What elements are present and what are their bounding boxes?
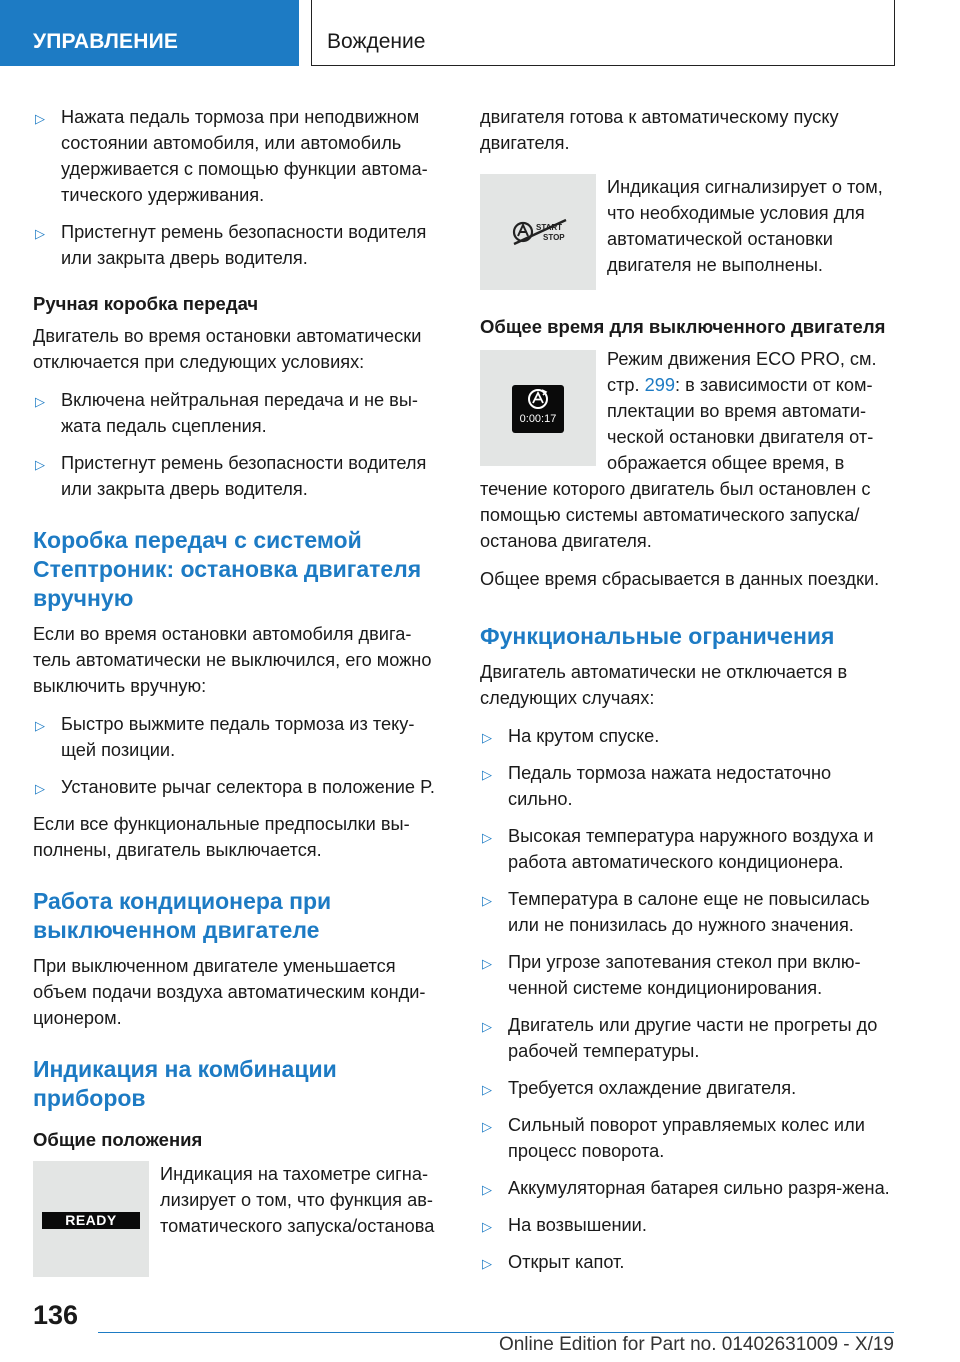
page-reference-link[interactable]: 299: [644, 375, 676, 395]
list-item: ▷ Температура в салоне еще не повысилась или не понизилась до нужного значения.: [482, 889, 870, 935]
ready-indicator-image: [33, 1161, 149, 1277]
triangle-bullet-icon: ▷: [482, 1082, 492, 1097]
header-divider: [311, 0, 312, 66]
timer-value: 0:00:17: [519, 413, 557, 425]
triangle-bullet-icon: ▷: [35, 111, 45, 126]
triangle-bullet-icon: ▷: [35, 226, 45, 241]
list-item: ▷ Требуется охлаждение двигателя.: [480, 1075, 896, 1101]
list-item: ▷ Пристегнут ремень безопасности водителя или закрыта дверь водителя.: [35, 453, 427, 499]
right-column: [480, 104, 896, 1286]
list-item: ▷ Открыт капот.: [480, 1249, 896, 1275]
section-title: Вождение: [327, 30, 426, 53]
auto-start-stop-icon: [512, 387, 564, 415]
autostop-figure: [480, 174, 896, 290]
triangle-bullet-icon: ▷: [482, 1256, 492, 1271]
left-column: [33, 104, 449, 1291]
manual-conditions-list: [33, 387, 449, 502]
autostop-description: Индикация сигнализирует о том, что необходимые условия для автоматической остановки двигателя не выполнены.: [607, 177, 883, 275]
total-time-heading: Общее время для выключенного двигателя: [480, 316, 886, 337]
triangle-bullet-icon: ▷: [482, 1219, 492, 1234]
triangle-bullet-icon: ▷: [35, 718, 45, 733]
timer-display: [512, 385, 564, 433]
stop-label: STOP: [543, 233, 565, 242]
steptronic-outro: Если все функциональные предпосылки вы-полнены, двигатель выключается.: [33, 814, 410, 860]
general-heading: Общие положения: [33, 1129, 203, 1150]
limits-list: [480, 723, 896, 1275]
list-item: ▷ Двигатель или другие части не прогреты до рабочей температуры.: [482, 1015, 878, 1061]
triangle-bullet-icon: ▷: [482, 956, 492, 971]
list-item: ▷ Сильный поворот управляемых колес или процесс поворота.: [482, 1115, 865, 1161]
list-item: ▷ Педаль тормоза нажата недостаточно сильно.: [482, 763, 832, 809]
triangle-bullet-icon: ▷: [35, 781, 45, 796]
limits-intro: Двигатель автоматически не отключается в следующих случаях:: [480, 662, 848, 708]
auto-start-stop-crossed-icon: [512, 217, 568, 247]
header-underline: [311, 65, 895, 66]
timer-indicator-image: [480, 350, 596, 466]
triangle-bullet-icon: ▷: [482, 830, 492, 845]
ac-text: При выключенном двигателе уменьшается объем подачи воздуха автоматическим конди-ционером.: [33, 956, 426, 1028]
list-item: ▷ На возвышении.: [480, 1212, 896, 1238]
list-item: ▷ Быстро выжмите педаль тормоза из теку-щей позиции.: [35, 714, 415, 760]
list-item: ▷ Высокая температура наружного воздуха и работа автоматического кондиционера.: [482, 826, 874, 872]
list-item: ▷ Нажата педаль тормоза при неподвижном состоянии автомобиля, или автомобиль удерживается с помощью функции автома-тического удерживания.: [35, 107, 428, 205]
reset-text: Общее время сбрасывается в данных поездки.: [480, 569, 880, 589]
autostop-indicator-image: [480, 174, 596, 290]
ac-heading: Работа кондиционера при выключенном двигателе: [33, 888, 332, 943]
list-item: ▷ Аккумуляторная батарея сильно разря-жена.: [480, 1175, 896, 1201]
steptronic-heading: Коробка передач с системой Стептроник: остановка двигателя вручную: [33, 527, 422, 611]
list-item: ▷ Установите рычаг селектора в положение P.: [33, 774, 449, 800]
cluster-heading: Индикация на комбинации приборов: [33, 1056, 337, 1111]
header-divider-right: [894, 0, 895, 66]
limits-heading: Функциональные ограничения: [480, 623, 835, 649]
triangle-bullet-icon: ▷: [482, 730, 492, 745]
steptronic-intro: Если во время остановки автомобиля двига-тель автоматически не выключился, его можно выключить вручную:: [33, 624, 432, 696]
list-item: ▷ Пристегнут ремень безопасности водителя или закрыта дверь водителя.: [35, 222, 427, 268]
manual-gearbox-heading: Ручная коробка передач: [33, 293, 259, 314]
footer-edition: Online Edition for Part no. 01402631009 - X/19: [498, 1334, 894, 1355]
triangle-bullet-icon: ▷: [482, 1019, 492, 1034]
page-number: 136: [33, 1300, 79, 1330]
triangle-bullet-icon: ▷: [482, 1119, 492, 1134]
footer-rule: [98, 1332, 894, 1333]
manual-gearbox-intro: Двигатель во время остановки автоматически отключается при следующих условиях:: [33, 326, 422, 372]
chapter-tab: УПРАВЛЕНИЕ: [0, 0, 299, 66]
list-item: ▷ На крутом спуске.: [480, 723, 896, 749]
ready-figure: [33, 1161, 449, 1277]
ready-description: Индикация на тахометре сигна-лизирует о том, что функция ав-томатического запуска/останова: [160, 1164, 435, 1236]
ready-indicator-label: READY: [42, 1212, 140, 1229]
conditions-list: [33, 104, 449, 271]
total-time-text: Режим движения ECO PRO, см. стр. 299: в зависимости от ком-плектации во время автомати-ческой остановки двигателя от-ображается общее время, в течение которого двигатель был остановлен с помощью системы автоматического запуска/останова двигателя.: [480, 349, 877, 551]
list-item: ▷ Включена нейтральная передача и не вы-жата педаль сцепления.: [35, 390, 418, 436]
triangle-bullet-icon: ▷: [35, 457, 45, 472]
continued-text: двигателя готова к автоматическому пуску двигателя.: [480, 107, 839, 153]
triangle-bullet-icon: ▷: [482, 767, 492, 782]
list-item: ▷ При угрозе запотевания стекол при вклю-ченной системе кондиционирования.: [482, 952, 861, 998]
triangle-bullet-icon: ▷: [35, 394, 45, 409]
start-label: START: [536, 223, 563, 232]
triangle-bullet-icon: ▷: [482, 893, 492, 908]
triangle-bullet-icon: ▷: [482, 1182, 492, 1197]
steptronic-steps-list: [33, 711, 449, 800]
